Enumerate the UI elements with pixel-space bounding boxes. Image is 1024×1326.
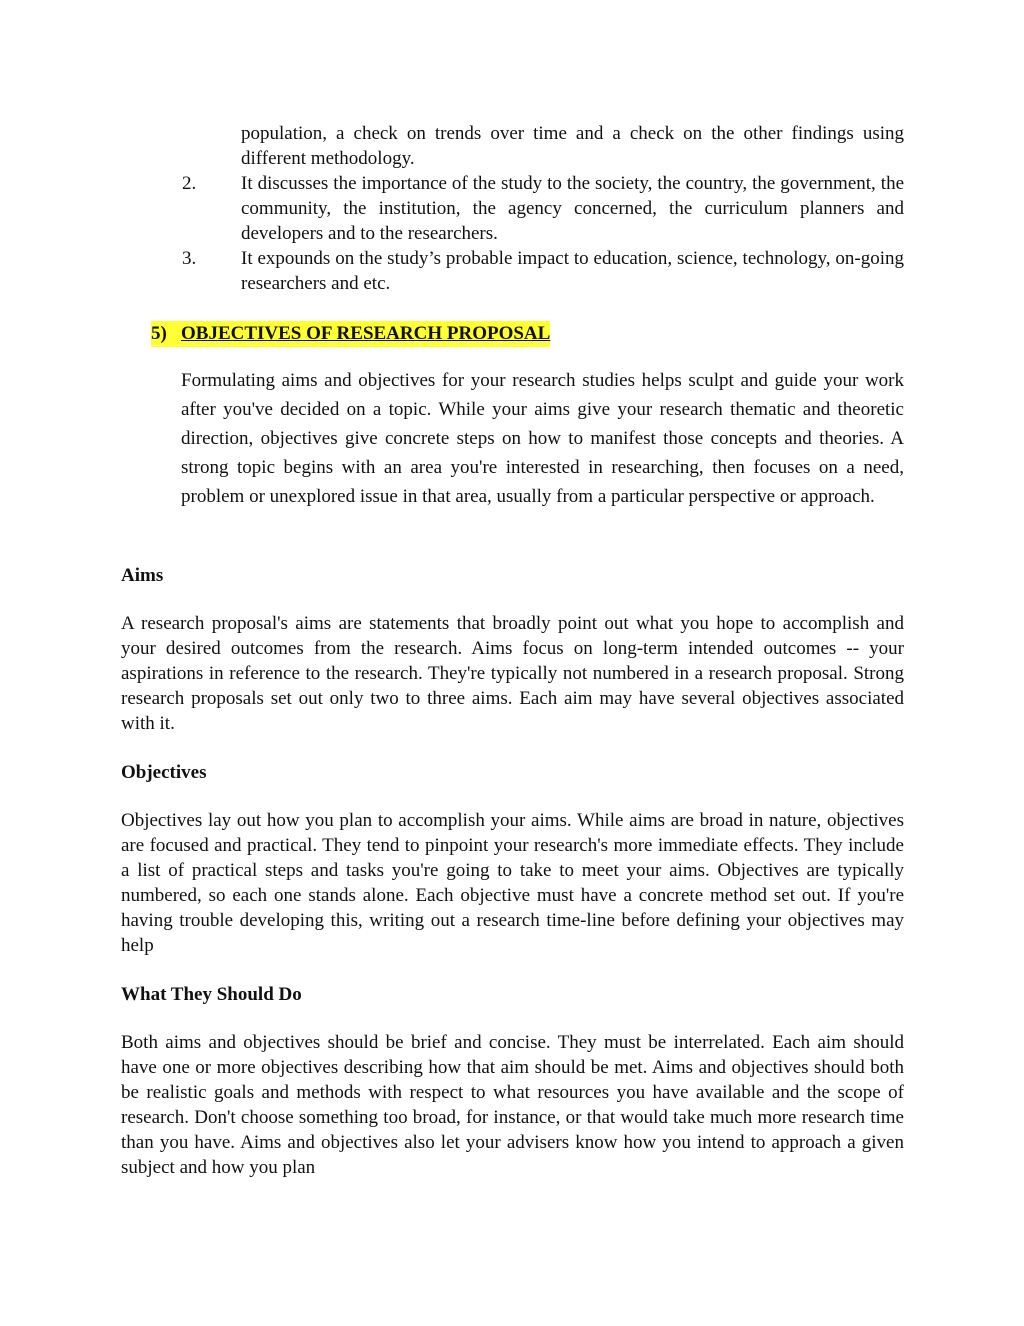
section-number: 5) xyxy=(151,321,181,347)
list-item xyxy=(182,121,904,171)
list-item-text: It expounds on the study’s probable impact to education, science, technology, on-going researchers and etc. xyxy=(241,248,904,294)
aims-heading: Aims xyxy=(121,565,164,586)
section-intro-paragraph: Formulating aims and objectives for your research studies helps sculpt and guide your work after you've decided on a topic. While your aims give your research thematic and theoretic direction, objectives give concrete steps on how to manifest those concepts and theories. A strong topic begins with an area you're interested in researching, then focuses on a need, problem or unexplored issue in that area, usually from a particular perspective or approach. xyxy=(181,370,904,507)
list-item-text: population, a check on trends over time and a check on the other findings using different methodology. xyxy=(241,123,904,169)
list-item xyxy=(182,246,904,296)
list-item-text: It discusses the importance of the study to the society, the country, the government, the community, the institution, the agency concerned, the curriculum planners and developers and to the researchers. xyxy=(241,173,904,244)
list-item-number: 3. xyxy=(182,248,197,269)
numbered-list xyxy=(182,121,904,296)
what-they-should-do-heading: What They Should Do xyxy=(121,984,302,1005)
objectives-paragraph: Objectives lay out how you plan to accomplish your aims. While aims are broad in nature, objectives are focused and practical. They tend to pinpoint your research's more immediate effects. They include a list of practical steps and tasks you're going to take to meet your aims. Objectives are typically numbered, so each one stands alone. Each objective must have a concrete method set out. If you're having trouble developing this, writing out a research time-line before defining your objectives may help xyxy=(121,810,904,956)
what-they-should-do-paragraph: Both aims and objectives should be brief and concise. They must be interrelated. Each aim should have one or more objectives describing how that aim should be met. Aims and objectives should both be realistic goals and methods with respect to what resources you have available and the scope of research. Don't choose something too broad, for instance, or that would take much more research time than you have. Aims and objectives also let your advisers know how you intend to approach a given subject and how you plan xyxy=(121,1032,904,1178)
list-item-number: 2. xyxy=(182,173,197,194)
list-item-number xyxy=(182,121,241,171)
objectives-heading: Objectives xyxy=(121,762,207,783)
section-title: OBJECTIVES OF RESEARCH PROPOSAL xyxy=(181,321,550,347)
section-heading xyxy=(151,321,550,347)
list-item xyxy=(182,171,904,246)
aims-paragraph: A research proposal's aims are statements that broadly point out what you hope to accomplish and your desired outcomes from the research. Aims focus on long-term intended outcomes -- your aspirations in reference to the research. They're typically not numbered in a research proposal. Strong research proposals set out only two to three aims. Each aim may have several objectives associated with it. xyxy=(121,613,904,734)
